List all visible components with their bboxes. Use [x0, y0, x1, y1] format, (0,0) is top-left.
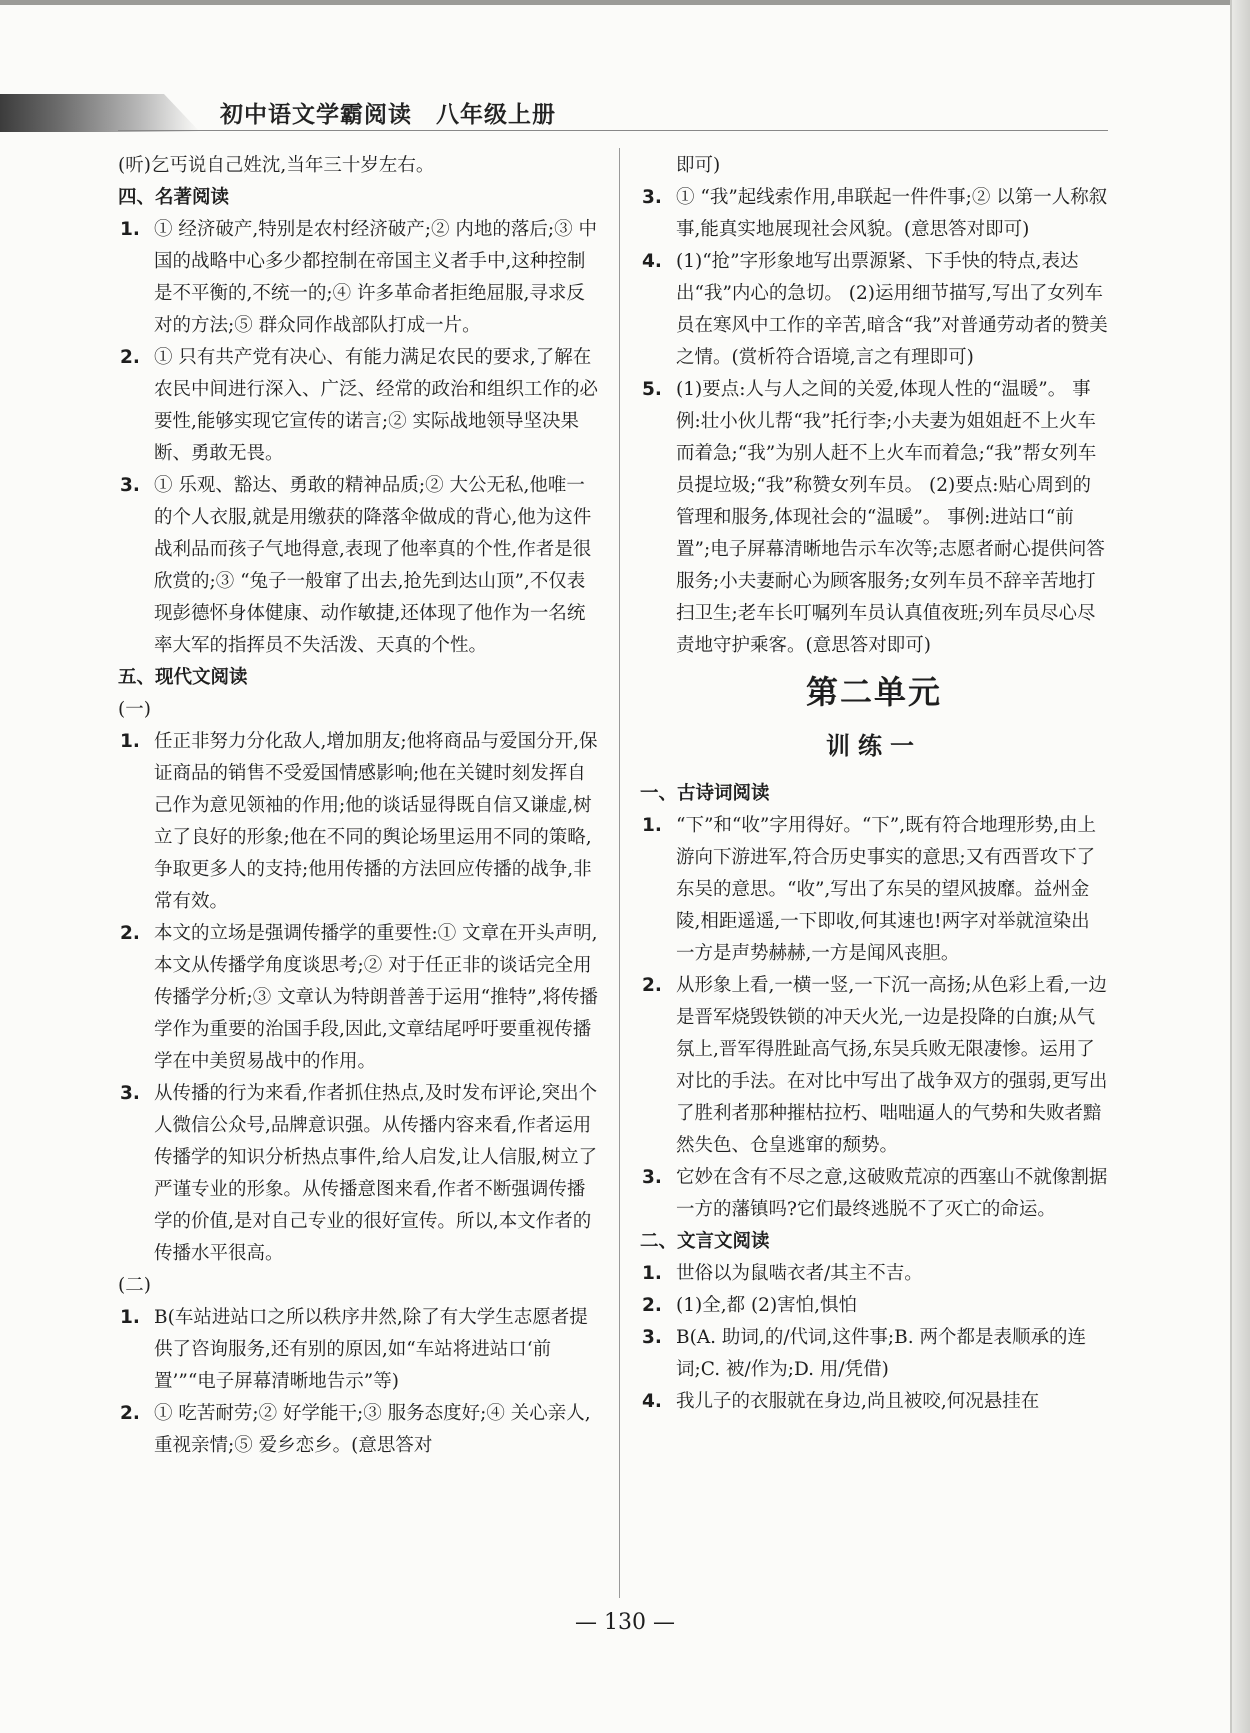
answer-item	[640, 1162, 1108, 1226]
answer-item	[640, 182, 1108, 246]
answer-item	[640, 246, 1108, 374]
item-number: 3.	[642, 1327, 662, 1348]
item-number: 5.	[642, 379, 662, 400]
answer-item	[118, 1302, 602, 1398]
answer-item	[640, 1290, 1108, 1322]
item-text: 从传播的行为来看,作者抓住热点,及时发布评论,突出个人微信公众号,品牌意识强。从传播内容来看,作者运用传播学的知识分析热点事件,给人启发,让人信服,树立了严谨专业的形象。从传播意图来看,作者不断强调传播学的价值,是对自己专业的很好宣传。所以,本文作者的传播水平很高。	[154, 1083, 598, 1264]
item-text: ① 经济破产,特别是农村经济破产;② 内地的落后;③ 中国的战略中心多少都控制在帝国主义者手中,这种控制是不平衡的,不统一的;④ 许多革命者拒绝屈服,寻求反对的方法;⑤ 群众同作战部队打成一片。	[154, 219, 597, 336]
page-number: — 130 —	[575, 1610, 675, 1635]
item-text: B(车站进站口之所以秩序井然,除了有大学生志愿者提供了咨询服务,还有别的原因,如“车站将进站口‘前置’”“电子屏幕清晰地告示”等)	[154, 1307, 588, 1392]
answer-item	[640, 374, 1108, 662]
answer-item	[118, 214, 602, 342]
item-number: 1.	[120, 1307, 140, 1328]
section-heading: 五、现代文阅读	[118, 667, 248, 688]
item-text: (1)“抢”字形象地写出票源紧、下手快的特点,表达出“我”内心的急切。 (2)运用细节描写,写出了女列车员在寒风中工作的辛苦,暗含“我”对普通劳动者的赞美之情。(赏析符合语境,言之有理即可)	[676, 251, 1108, 368]
section-heading: 四、名著阅读	[118, 187, 230, 208]
grade-label: 八年级上册	[436, 102, 556, 128]
subsection-label: (二)	[118, 1275, 151, 1296]
answer-item	[640, 970, 1108, 1162]
item-number: 1.	[642, 1263, 662, 1284]
item-text: ① “我”起线索作用,串联起一件件事;② 以第一人称叙事,能真实地展现社会风貌。(意思答对即可)	[676, 187, 1108, 240]
item-number: 3.	[120, 475, 140, 496]
answer-item	[118, 342, 602, 470]
item-text: 它妙在含有不尽之意,这破败荒凉的西塞山不就像割据一方的藩镇吗?它们最终逃脱不了灭亡的命运。	[676, 1167, 1108, 1220]
item-text: 我儿子的衣服就在身边,尚且被咬,何况悬挂在	[676, 1391, 1040, 1412]
answer-item	[640, 1386, 1108, 1418]
item-number: 2.	[642, 1295, 662, 1316]
answer-item	[640, 1258, 1108, 1290]
column-divider	[619, 148, 620, 1598]
continued-text: (听)乞丐说自己姓沈,当年三十岁左右。	[118, 155, 435, 176]
item-number: 3.	[642, 1167, 662, 1188]
item-number: 2.	[120, 923, 140, 944]
book-title: 初中语文学霸阅读	[220, 102, 412, 128]
unit-title: 第二单元	[805, 673, 942, 711]
item-text: 本文的立场是强调传播学的重要性:① 文章在开头声明,本文从传播学角度谈思考;② 对于任正非的谈话完全用传播学分析;③ 文章认为特朗普善于运用“推特”,将传播学作为重要的治国手段,因此,文章结尾呼吁要重视传播学在中美贸易战中的作用。	[154, 923, 598, 1072]
top-border	[0, 0, 1232, 5]
right-column	[640, 150, 1108, 1418]
item-text: B(A. 助词,的/代词,这件事;B. 两个都是表顺承的连词;C. 被/作为;D. 用/凭借)	[676, 1327, 1087, 1380]
item-text: 从形象上看,一横一竖,一下沉一高扬;从色彩上看,一边是晋军烧毁铁锁的冲天火光,一边是投降的白旗;从气氛上,晋军得胜趾高气扬,东吴兵败无限凄惨。运用了对比的手法。在对比中写出了战争双方的强弱,更写出了胜利者那种摧枯拉朽、咄咄逼人的气势和失败者黯然失色、仓皇逃窜的颓势。	[676, 975, 1108, 1156]
item-number: 3.	[120, 1083, 140, 1104]
header-decoration	[0, 94, 200, 132]
section-heading: 一、古诗词阅读	[640, 783, 770, 804]
item-text: (1)要点:人与人之间的关爱,体现人性的“温暖”。 事例:壮小伙儿帮“我”托行李;小夫妻为姐姐赶不上火车而着急;“我”为别人赶不上火车而着急;“我”帮女列车员提垃圾;“我”称赞女列车员。 (2)要点:贴心周到的管理和服务,体现社会的“温暖”。 事例:进站口“前置”;电子屏幕清晰地告示车次等;志愿者耐心提供问答服务;小夫妻耐心为顾客服务;女列车员不辞辛苦地打扫卫生;老车长叮嘱列车员认真值夜班;列车员尽心尽责地守护乘客。(意思答对即可)	[676, 379, 1105, 656]
header-rule	[118, 130, 1108, 131]
answer-item	[640, 810, 1108, 970]
item-text: 世俗以为鼠啮衣者/其主不吉。	[676, 1263, 923, 1284]
answer-item	[118, 1078, 602, 1270]
item-text: ① 只有共产党有决心、有能力满足农民的要求,了解在农民中间进行深入、广泛、经常的政治和组织工作的必要性,能够实现它宣传的诺言;② 实际战地领导坚决果断、勇敢无畏。	[154, 347, 599, 464]
item-number: 1.	[120, 731, 140, 752]
item-text: 任正非努力分化敌人,增加朋友;他将商品与爱国分开,保证商品的销售不受爱国情感影响;他在关键时刻发挥自己作为意见领袖的作用;他的谈话显得既自信又谦虚,树立了良好的形象;他在不同的舆论场里运用不同的策略,争取更多人的支持;他用传播的方法回应传播的战争,非常有效。	[154, 731, 598, 912]
page-edge	[1230, 0, 1250, 1733]
item-number: 1.	[642, 815, 662, 836]
item-number: 4.	[642, 1391, 662, 1412]
subsection-label: (一)	[118, 699, 151, 720]
section-heading: 二、文言文阅读	[640, 1231, 770, 1252]
item-number: 3.	[642, 187, 662, 208]
item-text: “下”和“收”字用得好。“下”,既有符合地理形势,由上游向下游进军,符合历史事实的意思;又有西晋攻下了东吴的意思。“收”,写出了东吴的望风披靡。益州金陵,相距遥遥,一下即收,何其速也!两字对举就渲染出一方是声势赫赫,一方是闻风丧胆。	[676, 815, 1097, 964]
answer-item	[118, 726, 602, 918]
item-number: 2.	[120, 347, 140, 368]
answer-item	[118, 1398, 602, 1462]
item-number: 2.	[642, 975, 662, 996]
answer-item	[118, 918, 602, 1078]
item-text: ① 乐观、豁达、勇敢的精神品质;② 大公无私,他唯一的个人衣服,就是用缴获的降落伞做成的背心,他为这件战利品而孩子气地得意,表现了他率真的个性,作者是很欣赏的;③ “兔子一般窜了出去,抢先到达山顶”,不仅表现彭德怀身体健康、动作敏捷,还体现了他作为一名统率大军的指挥员不失活泼、天真的个性。	[154, 475, 592, 656]
left-column	[118, 150, 602, 1462]
training-title: 训练一	[826, 732, 922, 760]
item-number: 2.	[120, 1403, 140, 1424]
answer-item	[118, 470, 602, 662]
continued-text: 即可)	[676, 155, 721, 176]
item-text: (1)全,都 (2)害怕,惧怕	[676, 1295, 858, 1316]
answer-item	[640, 1322, 1108, 1386]
page-header	[220, 96, 556, 129]
item-number: 4.	[642, 251, 662, 272]
item-text: ① 吃苦耐劳;② 好学能干;③ 服务态度好;④ 关心亲人,重视亲情;⑤ 爱乡恋乡。(意思答对	[154, 1403, 591, 1456]
item-number: 1.	[120, 219, 140, 240]
